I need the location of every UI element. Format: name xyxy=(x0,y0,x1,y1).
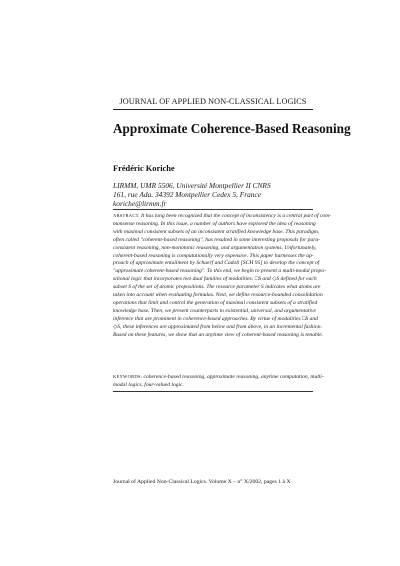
abstract-line: proach of approximate entailment by Schaerf and Cadoli [SCH 95] to develop the concept of xyxy=(113,260,320,267)
affiliation-line-1: LIRMM, UMR 5506, Université Montpellier II CNRS xyxy=(113,181,271,190)
abstract-line: knowledge base. Then, we present counterparts to existential, universal, and argumentative xyxy=(113,307,316,314)
keywords xyxy=(113,373,324,390)
keywords-label: KEYWORDS: xyxy=(113,374,143,379)
abstract-line: Based on these features, we show that an anytime view of coherent-based reasoning is tenable. xyxy=(113,331,324,338)
author-name: Frédéric Koriche xyxy=(113,164,175,173)
abstract xyxy=(113,212,332,340)
running-head: JOURNAL OF APPLIED NON-CLASSICAL LOGICS xyxy=(119,97,307,106)
abstract-line: coherent-based reasoning is computationally very expensive. This paper harnesses the ap- xyxy=(113,252,314,259)
abstract-line: with maximal consistent subsets of an inconsistent stratified knowledge base. This paradigm, xyxy=(113,228,320,235)
running-head-rule xyxy=(113,109,313,110)
abstract-line: ◇S, these inferences are approximated from below and from above, in an incremental fashion. xyxy=(113,323,322,330)
abstract-line: ABSTRACT. It has long been recognized that the concept of inconsistency is a central part of com- xyxy=(113,213,332,219)
abstract-line: sitional logic that incorporates two dual families of modalities: □S and ◇S defined for each xyxy=(113,276,317,283)
abstract-line: operations that limit and control the generation of maximal consistent subsets of a stratified xyxy=(113,299,318,306)
keywords-line: KEYWORDS: coherence-based reasoning, approximate reasoning, anytime computation, multi- xyxy=(113,374,324,380)
abstract-label: ABSTRACT. xyxy=(113,213,140,218)
abstract-line: monsense reasoning. In this issue, a number of authors have explored the idea of reasoning xyxy=(113,220,316,227)
abstract-line: consistent reasoning, non-monotonic reasoning, and argumentation systems. Unfortunately, xyxy=(113,244,317,251)
abstract-line: subset S of the set of atomic propositions. The resource parameter S indicates what atoms are xyxy=(113,284,321,291)
affiliation-line-2: 161, rue Ada. 34392 Montpellier Cedex 5, France xyxy=(113,190,262,199)
abstract-line: often called "coherent-based reasoning", has resulted in some interesting proposals for para- xyxy=(113,236,320,243)
page-footer: Journal of Applied Non-Classical Logics. Volume X – n° X/2002, pages 1 à X xyxy=(113,479,291,485)
abstract-line: inference that are prominent in coherence-based approaches. By virtue of modalities □S and xyxy=(113,315,318,322)
abstract-line: "approximate coherent-based reasoning". To this end, we begin to present a multi-modal propo- xyxy=(113,268,326,275)
abstract-line: taken into account when evaluating formulas. Next, we define resource-bounded consolidation xyxy=(113,292,323,299)
author-email: koriche@lirmm.fr xyxy=(113,199,167,208)
abstract-top-rule xyxy=(113,209,313,210)
paper-title: Approximate Coherence-Based Reasoning xyxy=(113,121,351,136)
keywords-line: modal logics, four-valued logic. xyxy=(113,381,184,388)
abstract-bottom-rule xyxy=(113,391,313,392)
author-affiliation xyxy=(113,181,313,208)
